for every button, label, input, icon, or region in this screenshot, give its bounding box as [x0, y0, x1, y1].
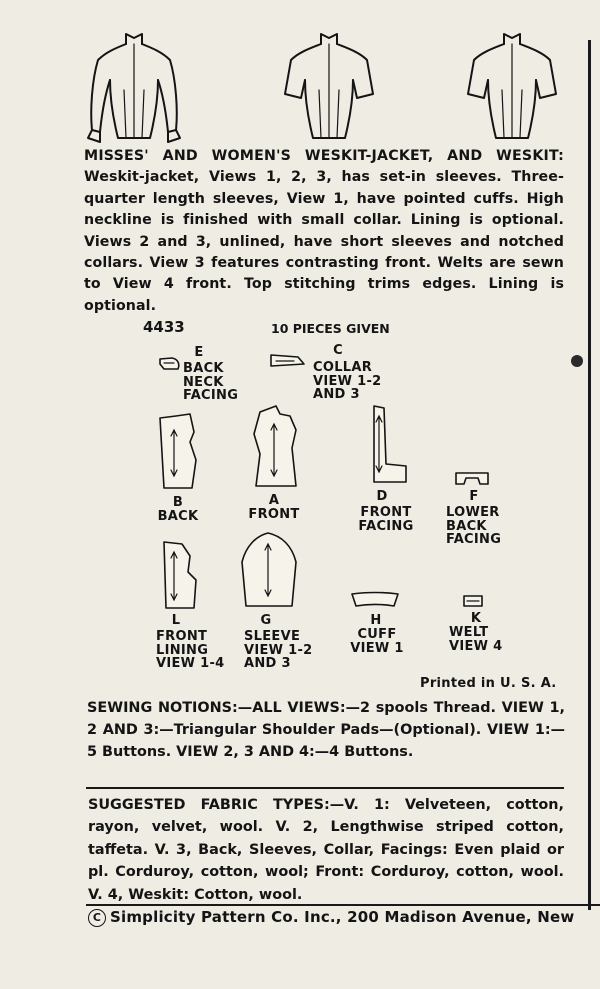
- piece-g-diagram: [238, 530, 300, 612]
- piece-l-label: FRONT LINING VIEW 1-4: [156, 629, 225, 672]
- piece-b-diagram: [156, 412, 200, 492]
- pieces-given: 10 PIECES GIVEN: [271, 321, 390, 336]
- piece-d-label: FRONT FACING: [358, 505, 414, 534]
- pattern-description: [84, 146, 564, 317]
- pattern-number: 4433: [143, 318, 185, 336]
- piece-a-label: FRONT: [248, 507, 300, 522]
- sewing-notions: SEWING NOTIONS:—ALL VIEWS:—2 spools Thread. VIEW 1, 2 AND 3:—Triangular Shoulder Pads—(Optional). VIEW 1:—5 Buttons. VIEW 2, 3 AND 4:—4 Buttons.: [87, 700, 565, 761]
- divider-rule: [86, 904, 600, 906]
- description-body: Weskit-jacket, Views 1, 2, 3, has set-in sleeves. Three-quarter length sleeves, View 1, have pointed cuffs. High neckline is finished with small collar. Lining is optional. Views 2 and 3, unlined, have short sleeves and notched collars. View 3 features contrasting front. Welts are sewn to View 4 front. Top stitching trims edges. Lining is optional.: [84, 169, 564, 314]
- piece-e-label: BACK NECK FACING: [183, 361, 239, 404]
- garment-back-views: [80, 30, 580, 148]
- copyright-line: [88, 908, 600, 927]
- piece-l-letter: L: [171, 613, 181, 628]
- piece-f-letter: F: [469, 489, 479, 504]
- piece-l-diagram: [160, 540, 200, 612]
- piece-f-label: LOWER BACK FACING: [446, 505, 502, 548]
- piece-k-diagram: [462, 594, 484, 608]
- piece-g-letter: G: [260, 613, 272, 628]
- suggested-fabric-types: SUGGESTED FABRIC TYPES:—V. 1: Velveteen, cotton, rayon, velvet, wool. V. 2, Lengthwise striped cotton, taffeta. V. 3, Back, Sleeves, Collar, Facings: Even plaid or pl. Corduroy, cotton, wool; Front: Corduroy, cotton, wool. V. 4, Weskit: Cotton, wool.: [88, 797, 564, 903]
- piece-c-diagram: [268, 352, 308, 370]
- copyright-icon: C: [88, 909, 106, 927]
- piece-e-letter: E: [194, 345, 204, 360]
- piece-a-letter: A: [268, 493, 280, 508]
- piece-b-letter: B: [172, 495, 184, 510]
- right-border-rule: [588, 40, 591, 910]
- view-2-back-illustration: [275, 30, 385, 148]
- piece-g-label: SLEEVE VIEW 1-2 AND 3: [244, 629, 313, 672]
- piece-d-diagram: [368, 404, 410, 486]
- piece-b-label: BACK: [157, 509, 199, 524]
- piece-h-letter: H: [370, 613, 382, 628]
- description-heading: MISSES' AND WOMEN'S WESKIT-JACKET, AND WESKIT:: [84, 148, 564, 164]
- piece-k-label: WELT VIEW 4: [449, 625, 503, 654]
- piece-h-label: CUFF VIEW 1: [350, 627, 404, 656]
- piece-f-diagram: [454, 470, 492, 488]
- printed-in-usa: Printed in U. S. A.: [420, 676, 557, 691]
- piece-k-letter: K: [470, 611, 482, 626]
- punch-hole: [571, 355, 583, 367]
- piece-e-diagram: [158, 356, 182, 372]
- divider-rule: [86, 787, 564, 789]
- piece-a-diagram: [250, 404, 300, 490]
- piece-c-label: COLLAR VIEW 1-2 AND 3: [313, 360, 382, 403]
- piece-c-letter: C: [333, 343, 343, 358]
- piece-d-letter: D: [376, 489, 388, 504]
- copyright-text: Simplicity Pattern Co. Inc., 200 Madison Avenue, New: [110, 908, 575, 926]
- view-1-back-illustration: [80, 30, 190, 148]
- piece-h-diagram: [350, 590, 400, 610]
- view-3-back-illustration: [458, 30, 568, 148]
